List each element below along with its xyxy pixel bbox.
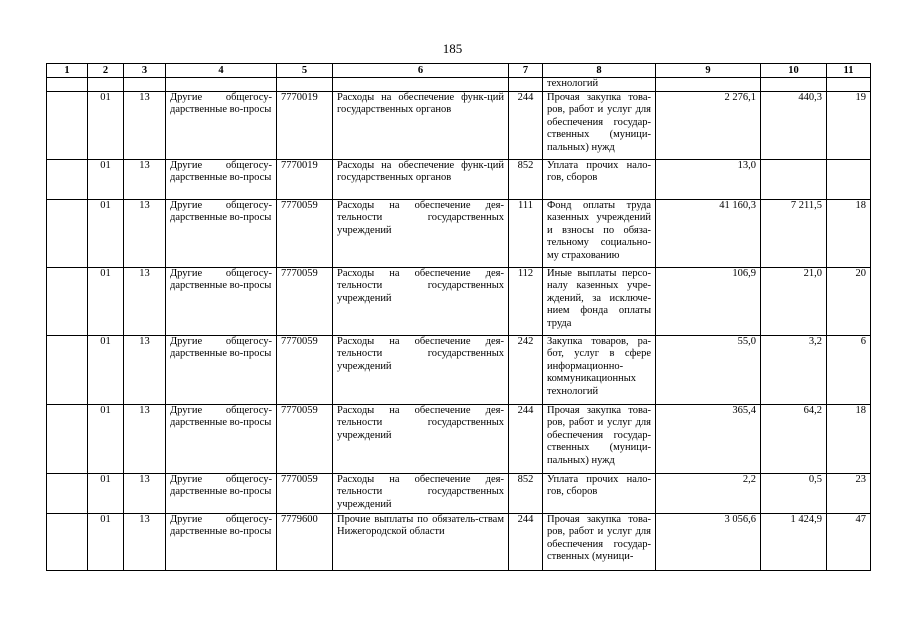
cell-amount-executed: 21,0	[761, 267, 827, 335]
cell-section: 01	[88, 159, 124, 199]
cell-expense-type-name: Фонд оплаты труда казенных учреждений и взносы по обяза-тельному социально-му страхованию	[543, 199, 656, 267]
cell-percent: 18	[827, 404, 871, 473]
cell-expense-type: 852	[509, 473, 543, 513]
continuation-row	[47, 78, 871, 92]
cell-percent: 20	[827, 267, 871, 335]
cell-expense-type: 852	[509, 159, 543, 199]
table-row	[47, 513, 871, 570]
cell-col1	[47, 159, 88, 199]
cell-col1	[47, 91, 88, 159]
column-header: 2	[88, 64, 124, 78]
cell-target-code: 7770059	[277, 199, 333, 267]
cell-col1	[47, 199, 88, 267]
cell-expense-name: Расходы на обеспечение дея-тельности государственных учреждений	[333, 199, 509, 267]
cell-amount: 365,4	[656, 404, 761, 473]
cell-amount-executed: 1 424,9	[761, 513, 827, 570]
cell-subsection: 13	[124, 513, 166, 570]
cell-amount-executed	[761, 159, 827, 199]
cell-subsection: 13	[124, 335, 166, 404]
cell-expense-name: Расходы на обеспечение дея-тельности государственных учреждений	[333, 335, 509, 404]
cell-expense-type: 111	[509, 199, 543, 267]
column-header: 6	[333, 64, 509, 78]
cell-target-code: 7770059	[277, 335, 333, 404]
cell-expense-type: 112	[509, 267, 543, 335]
page-number: 185	[442, 41, 463, 56]
cell-expense-type: 244	[509, 404, 543, 473]
cell-section: 01	[88, 267, 124, 335]
column-header: 11	[827, 64, 871, 78]
cell-percent: 18	[827, 199, 871, 267]
cell-col1	[47, 513, 88, 570]
cell-expense-type: 244	[509, 513, 543, 570]
cell-expense-type: 244	[509, 91, 543, 159]
table-row	[47, 335, 871, 404]
cell-amount: 41 160,3	[656, 199, 761, 267]
cell-section: 01	[88, 473, 124, 513]
cell-percent: 47	[827, 513, 871, 570]
column-header: 8	[543, 64, 656, 78]
cell-amount: 2 276,1	[656, 91, 761, 159]
cell-subsection: 13	[124, 91, 166, 159]
cell-col1	[47, 404, 88, 473]
cell-subsection: 13	[124, 159, 166, 199]
cell-amount: 13,0	[656, 159, 761, 199]
cell-section: 01	[88, 199, 124, 267]
cell-expense-name: Расходы на обеспечение дея-тельности государственных учреждений	[333, 404, 509, 473]
cell-subsection: 13	[124, 404, 166, 473]
cell-target-code: 7770019	[277, 91, 333, 159]
table-row	[47, 473, 871, 513]
cell-expense-type-name: Прочая закупка това-ров, работ и услуг для обеспечения государ-ственных (муници-пальных) нужд	[543, 91, 656, 159]
table-row	[47, 404, 871, 473]
column-header: 9	[656, 64, 761, 78]
cell-section-name: Другие общегосу-дарственные во-просы	[166, 513, 277, 570]
cell-expense-type-name: Уплата прочих нало-гов, сборов	[543, 473, 656, 513]
cell-amount-executed: 440,3	[761, 91, 827, 159]
header-row	[47, 64, 871, 78]
cell-subsection: 13	[124, 473, 166, 513]
table-row	[47, 199, 871, 267]
budget-table	[46, 63, 871, 571]
table-row	[47, 267, 871, 335]
cell-col1	[47, 267, 88, 335]
table-row	[47, 91, 871, 159]
cell-amount: 2,2	[656, 473, 761, 513]
table-row	[47, 159, 871, 199]
column-header: 10	[761, 64, 827, 78]
cell-amount: 55,0	[656, 335, 761, 404]
cell-percent: 23	[827, 473, 871, 513]
cell-amount-executed: 3,2	[761, 335, 827, 404]
cell-section: 01	[88, 91, 124, 159]
cell-target-code: 7779600	[277, 513, 333, 570]
cell-target-code: 7770059	[277, 404, 333, 473]
cell-amount-executed: 7 211,5	[761, 199, 827, 267]
cell-section-name: Другие общегосу-дарственные во-просы	[166, 267, 277, 335]
cell-col1	[47, 473, 88, 513]
cell-percent: 6	[827, 335, 871, 404]
cell-section-name: Другие общегосу-дарственные во-просы	[166, 159, 277, 199]
cell-target-code: 7770059	[277, 473, 333, 513]
column-header: 1	[47, 64, 88, 78]
cell-percent: 19	[827, 91, 871, 159]
cell-expense-type-name: Закупка товаров, ра-бот, услуг в сфере информационно-коммуникационных технологий	[543, 335, 656, 404]
cell-section-name: Другие общегосу-дарственные во-просы	[166, 91, 277, 159]
cell-expense-name: Расходы на обеспечение дея-тельности государственных учреждений	[333, 473, 509, 513]
cell-section-name: Другие общегосу-дарственные во-просы	[166, 199, 277, 267]
cell-section: 01	[88, 335, 124, 404]
cell-target-code: 7770059	[277, 267, 333, 335]
cell-amount: 106,9	[656, 267, 761, 335]
cell-section: 01	[88, 404, 124, 473]
cell-percent	[827, 159, 871, 199]
column-header: 4	[166, 64, 277, 78]
cell-section-name: Другие общегосу-дарственные во-просы	[166, 473, 277, 513]
cell-expense-type: 242	[509, 335, 543, 404]
cell-amount-executed: 64,2	[761, 404, 827, 473]
cell-expense-name: Прочие выплаты по обязатель-ствам Нижегородской области	[333, 513, 509, 570]
cell-target-code: 7770019	[277, 159, 333, 199]
cell-expense-type-name: Уплата прочих нало-гов, сборов	[543, 159, 656, 199]
column-header: 7	[509, 64, 543, 78]
continuation-text: технологий	[543, 78, 656, 92]
column-header: 5	[277, 64, 333, 78]
cell-section-name: Другие общегосу-дарственные во-просы	[166, 335, 277, 404]
cell-subsection: 13	[124, 267, 166, 335]
cell-section-name: Другие общегосу-дарственные во-просы	[166, 404, 277, 473]
cell-expense-type-name: Прочая закупка това-ров, работ и услуг для обеспечения государ-ственных (муници-	[543, 513, 656, 570]
cell-col1	[47, 335, 88, 404]
cell-expense-name: Расходы на обеспечение дея-тельности государственных учреждений	[333, 267, 509, 335]
cell-subsection: 13	[124, 199, 166, 267]
cell-expense-name: Расходы на обеспечение функ-ций государственных органов	[333, 159, 509, 199]
cell-amount: 3 056,6	[656, 513, 761, 570]
column-header: 3	[124, 64, 166, 78]
cell-amount-executed: 0,5	[761, 473, 827, 513]
cell-expense-type-name: Иные выплаты персо-налу казенных учре-ждений, за исключе-нием фонда оплаты труда	[543, 267, 656, 335]
cell-expense-type-name: Прочая закупка това-ров, работ и услуг для обеспечения государ-ственных (муници-пальных) нужд	[543, 404, 656, 473]
cell-expense-name: Расходы на обеспечение функ-ций государственных органов	[333, 91, 509, 159]
cell-section: 01	[88, 513, 124, 570]
